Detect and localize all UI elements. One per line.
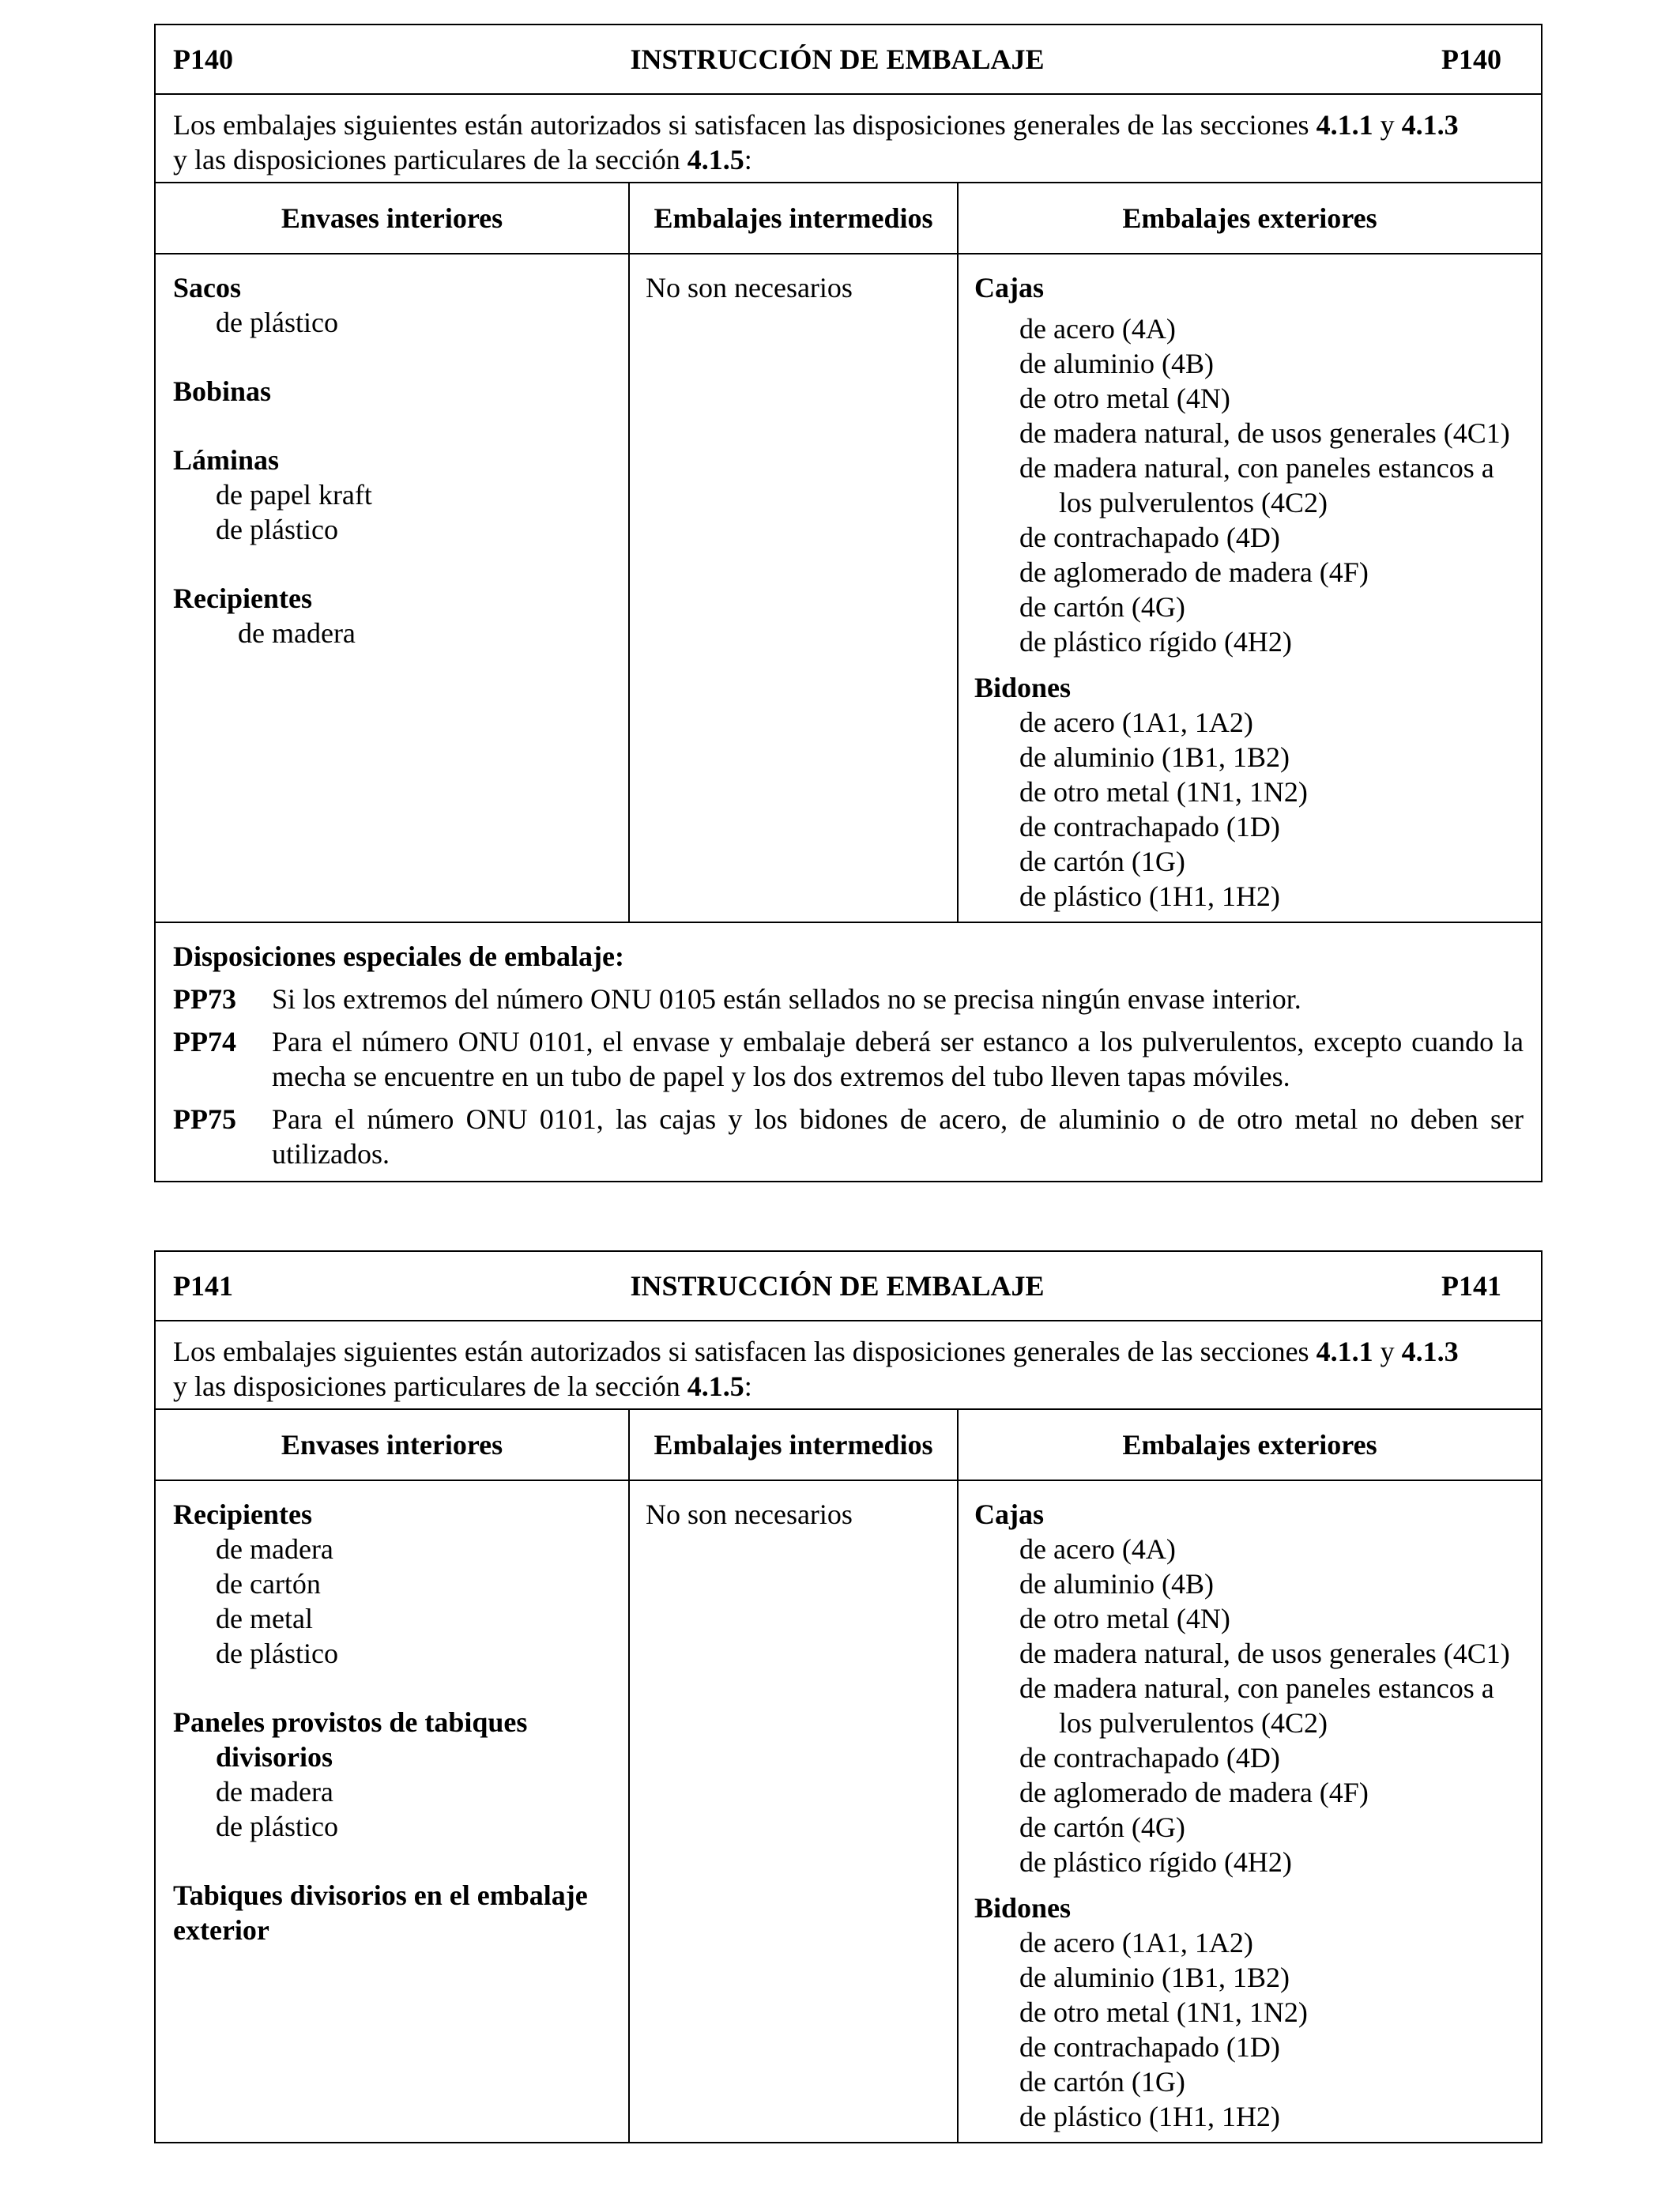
outer-item: de plástico rígido (4H2) <box>1019 626 1292 658</box>
outer-item: de aluminio (4B) <box>1019 348 1214 379</box>
intermediate-packagings-cell: No son necesarios <box>630 254 959 922</box>
intro-text <box>156 1321 1541 1410</box>
outer-group-head: Bidones <box>974 1892 1072 1924</box>
instruction-code-right: P140 <box>1441 43 1501 75</box>
outer-item: de cartón (1G) <box>1019 846 1185 877</box>
inner-item: de metal <box>216 1603 313 1634</box>
column-header-row <box>156 183 1541 254</box>
section-ref: 4.1.3 <box>1401 109 1459 141</box>
instruction-code-left: P141 <box>173 1270 233 1302</box>
inner-item: de cartón <box>216 1568 321 1600</box>
outer-packagings-cell <box>959 254 1541 922</box>
outer-group-head: Bidones <box>974 672 1072 703</box>
inner-group <box>173 443 611 547</box>
special-provision <box>173 982 1524 1016</box>
outer-item: de contrachapado (4D) <box>1019 1742 1280 1774</box>
intro-text-part: : <box>744 1370 752 1402</box>
intro-text-part: Los embalajes siguientes están autorizados si satisfacen las disposiciones generales de las secciones <box>173 109 1317 141</box>
provision-code: PP75 <box>173 1103 236 1135</box>
intro-text-part: y <box>1373 109 1402 141</box>
inner-item: de madera <box>216 1533 333 1565</box>
inner-group-head: Recipientes <box>173 1498 312 1530</box>
outer-item: de acero (1A1, 1A2) <box>1019 1927 1253 1958</box>
outer-packagings-cell <box>959 1481 1541 2142</box>
outer-item: de otro metal (1N1, 1N2) <box>1019 776 1308 808</box>
provision-code: PP74 <box>173 1026 236 1057</box>
special-provisions <box>156 923 1541 1181</box>
inner-group <box>173 270 611 340</box>
outer-item: de contrachapado (1D) <box>1019 811 1280 843</box>
inner-group <box>173 1878 611 1947</box>
special-provision <box>173 1024 1524 1094</box>
intro-text <box>156 95 1541 183</box>
header-intermediate-packagings: Embalajes intermedios <box>630 183 959 253</box>
inner-group-head: Recipientes <box>173 582 312 614</box>
packaging-body-row <box>156 254 1541 923</box>
header-intermediate-packagings: Embalajes intermedios <box>630 1410 959 1480</box>
intro-text-part: Los embalajes siguientes están autorizados si satisfacen las disposiciones generales de las secciones <box>173 1336 1317 1367</box>
instruction-code-left: P140 <box>173 43 233 75</box>
packing-instruction-p140 <box>154 24 1543 1182</box>
outer-group-drums <box>974 670 1533 914</box>
inner-item: de plástico <box>216 1638 338 1669</box>
outer-item: de cartón (4G) <box>1019 591 1185 623</box>
outer-item: de madera natural, con paneles estancos a los pulverulentos (4C2) <box>1019 1672 1494 1739</box>
outer-group-boxes <box>974 1497 1533 1879</box>
inner-group <box>173 1705 611 1844</box>
inner-item: de plástico <box>216 514 338 545</box>
outer-item: de otro metal (4N) <box>1019 383 1230 414</box>
section-ref: 4.1.5 <box>687 1370 744 1402</box>
inner-group <box>173 581 611 650</box>
outer-group-head: Cajas <box>974 1498 1044 1530</box>
outer-item: de aluminio (1B1, 1B2) <box>1019 1962 1290 1993</box>
inner-group-head: Bobinas <box>173 375 272 407</box>
outer-item: de aglomerado de madera (4F) <box>1019 1777 1369 1808</box>
outer-item: de madera natural, con paneles estancos a los pulverulentos (4C2) <box>1019 452 1494 518</box>
header-outer-packagings: Embalajes exteriores <box>1122 1429 1377 1461</box>
instruction-code-right: P141 <box>1441 1270 1501 1302</box>
inner-group-head: Tabiques divisorios en el embalaje exterior <box>173 1879 588 1946</box>
outer-item: de aluminio (1B1, 1B2) <box>1019 741 1290 773</box>
outer-group-boxes <box>974 270 1533 659</box>
inner-item: de plástico <box>216 307 338 338</box>
outer-item: de otro metal (4N) <box>1019 1603 1230 1634</box>
inner-group <box>173 374 611 409</box>
section-ref: 4.1.1 <box>1316 109 1373 141</box>
inner-group-head: Paneles provistos de tabiques divisorios <box>173 1706 528 1773</box>
provision-text: Para el número ONU 0101, el envase y embalaje deberá ser estanco a los pulverulentos, excepto cuando la mecha se encuentre en un tubo de papel y los dos extremos del tubo lleven tapas móviles. <box>272 1026 1524 1092</box>
outer-group-head: Cajas <box>974 272 1044 303</box>
outer-item: de madera natural, de usos generales (4C1) <box>1019 1638 1510 1669</box>
header-inner-packagings: Envases interiores <box>156 1410 630 1480</box>
provision-code: PP73 <box>173 983 236 1015</box>
provision-text: Si los extremos del número ONU 0105 están sellados no se precisa ningún envase interior. <box>272 983 1301 1015</box>
header-outer-packagings: Embalajes exteriores <box>1122 202 1377 234</box>
special-provisions-heading: Disposiciones especiales de embalaje: <box>173 941 624 972</box>
outer-item: de acero (4A) <box>1019 313 1176 345</box>
outer-item: de plástico (1H1, 1H2) <box>1019 2101 1280 2132</box>
outer-item: de madera natural, de usos generales (4C1) <box>1019 417 1510 449</box>
outer-item: de otro metal (1N1, 1N2) <box>1019 1996 1308 2028</box>
outer-item: de contrachapado (1D) <box>1019 2031 1280 2063</box>
inner-packagings-cell <box>156 1481 630 2142</box>
intro-text-part: y las disposiciones particulares de la sección <box>173 144 687 175</box>
outer-item: de acero (1A1, 1A2) <box>1019 707 1253 738</box>
inner-group <box>173 1497 611 1671</box>
section-ref: 4.1.5 <box>687 144 744 175</box>
outer-item: de aluminio (4B) <box>1019 1568 1214 1600</box>
intro-text-part: y las disposiciones particulares de la sección <box>173 1370 687 1402</box>
outer-item: de cartón (1G) <box>1019 2066 1185 2098</box>
inner-item: de papel kraft <box>216 479 372 511</box>
title-row <box>156 1252 1541 1321</box>
instruction-title: INSTRUCCIÓN DE EMBALAJE <box>630 43 1045 75</box>
outer-item: de contrachapado (4D) <box>1019 522 1280 553</box>
outer-item: de plástico rígido (4H2) <box>1019 1846 1292 1878</box>
inner-item: de madera <box>216 1776 333 1808</box>
section-ref: 4.1.1 <box>1316 1336 1373 1367</box>
provision-text: Para el número ONU 0101, las cajas y los bidones de acero, de aluminio o de otro metal no deben ser utilizados. <box>272 1103 1524 1170</box>
inner-group-head: Láminas <box>173 444 280 476</box>
instruction-title: INSTRUCCIÓN DE EMBALAJE <box>630 1270 1045 1302</box>
title-row <box>156 25 1541 95</box>
outer-item: de acero (4A) <box>1019 1533 1176 1565</box>
inner-group-head: Sacos <box>173 272 242 303</box>
outer-item: de plástico (1H1, 1H2) <box>1019 880 1280 912</box>
header-inner-packagings: Envases interiores <box>156 183 630 253</box>
inner-packagings-cell <box>156 254 630 922</box>
column-header-row <box>156 1410 1541 1481</box>
inner-item: de madera <box>238 617 356 649</box>
section-ref: 4.1.3 <box>1401 1336 1459 1367</box>
intro-text-part: : <box>744 144 752 175</box>
packaging-body-row <box>156 1481 1541 2142</box>
intro-text-part: y <box>1373 1336 1402 1367</box>
inner-item: de plástico <box>216 1811 338 1842</box>
special-provision <box>173 1102 1524 1171</box>
outer-item: de cartón (4G) <box>1019 1811 1185 1843</box>
packing-instruction-p141 <box>154 1250 1543 2143</box>
intermediate-packagings-cell: No son necesarios <box>630 1481 959 2142</box>
outer-item: de aglomerado de madera (4F) <box>1019 556 1369 588</box>
outer-group-drums <box>974 1891 1533 2134</box>
